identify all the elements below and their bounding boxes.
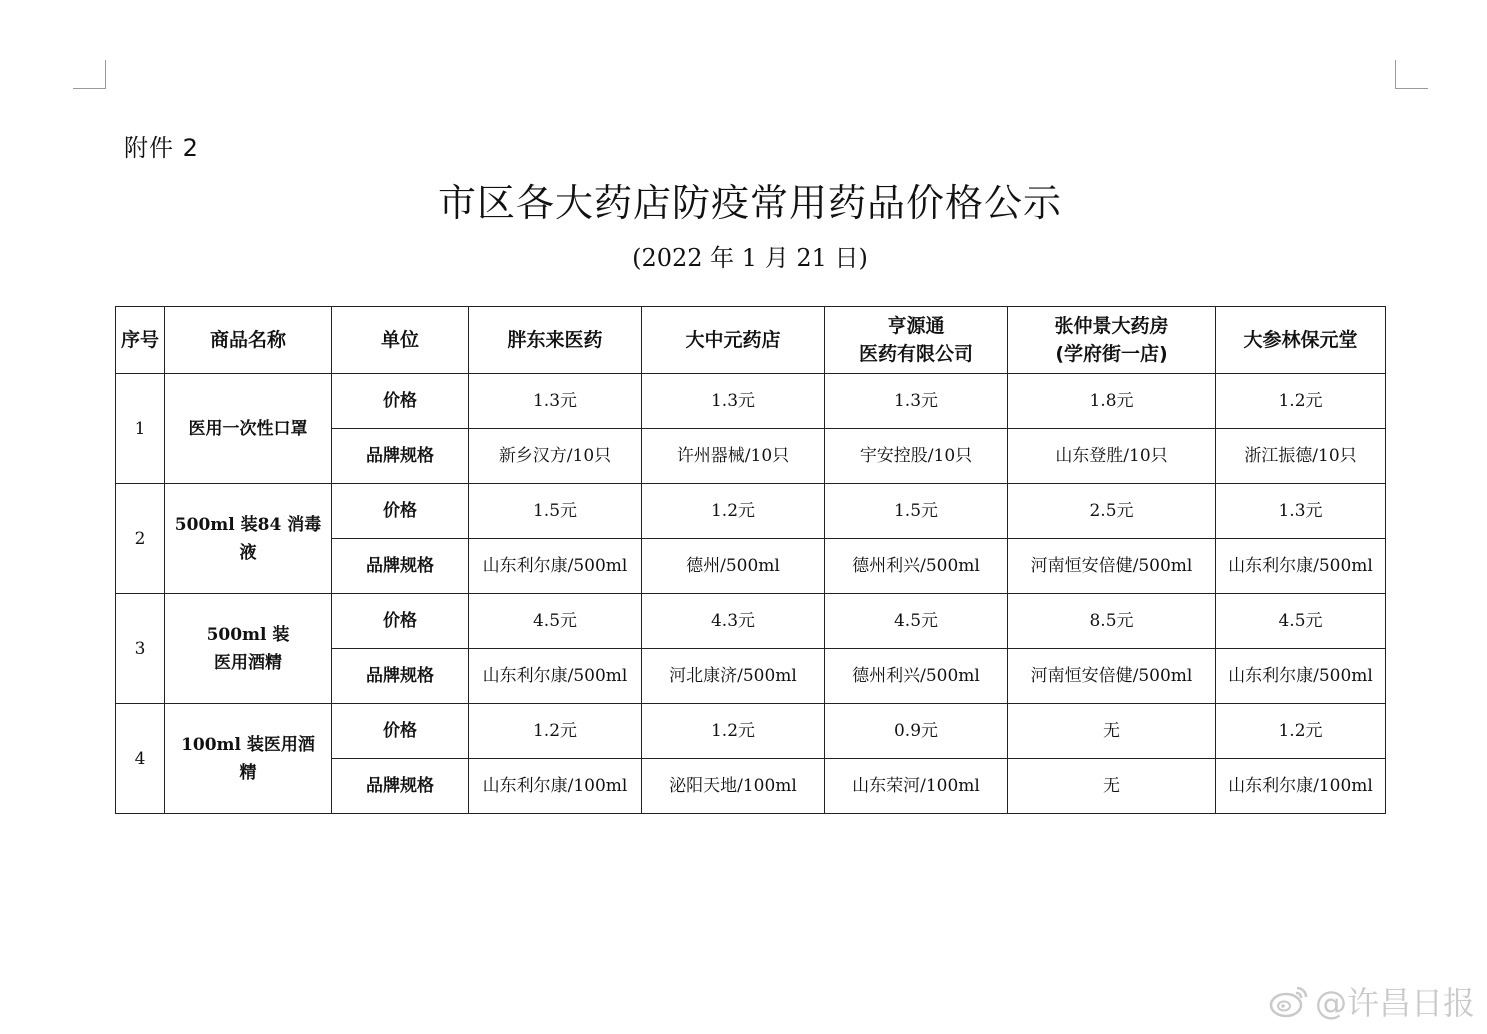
row-unit-brand-label: 品牌规格 [332,429,469,484]
row-unit-price-label: 价格 [332,374,469,429]
header-store: 大中元药店 [642,307,825,374]
brand-cell: 山东利尔康/500ml [1216,649,1386,704]
page-corner-mark-top-right [1395,60,1428,89]
brand-cell: 山东利尔康/500ml [469,539,642,594]
row-product-name: 500ml 装84 消毒 液 [165,484,332,594]
weibo-icon [1269,984,1309,1018]
row-seq: 2 [116,484,165,594]
header-store: 大参林保元堂 [1216,307,1386,374]
row-seq: 3 [116,594,165,704]
price-cell: 1.2元 [1216,704,1386,759]
price-cell: 1.5元 [469,484,642,539]
header-product: 商品名称 [165,307,332,374]
price-cell: 2.5元 [1008,484,1216,539]
price-cell: 1.3元 [642,374,825,429]
price-cell: 1.3元 [1216,484,1386,539]
price-cell: 4.5元 [1216,594,1386,649]
price-cell: 1.8元 [1008,374,1216,429]
price-cell: 1.5元 [825,484,1008,539]
document-title: 市区各大药店防疫常用药品价格公示 [437,181,1062,225]
header-seq: 序号 [116,307,165,374]
row-unit-brand-label: 品牌规格 [332,759,469,814]
header-store: 胖东来医药 [469,307,642,374]
price-cell: 无 [1008,704,1216,759]
brand-cell: 德州利兴/500ml [825,649,1008,704]
price-cell: 1.3元 [825,374,1008,429]
price-cell: 0.9元 [825,704,1008,759]
price-cell: 1.2元 [642,484,825,539]
price-cell: 4.5元 [469,594,642,649]
table-row-price [116,704,1386,759]
brand-cell: 山东利尔康/100ml [1216,759,1386,814]
row-seq: 4 [116,704,165,814]
brand-cell: 山东利尔康/500ml [1216,539,1386,594]
brand-cell: 德州/500ml [642,539,825,594]
price-cell: 1.2元 [1216,374,1386,429]
row-unit-brand-label: 品牌规格 [332,649,469,704]
row-unit-price-label: 价格 [332,704,469,759]
brand-cell: 河北康济/500ml [642,649,825,704]
brand-cell: 新乡汉方/10只 [469,429,642,484]
price-cell: 4.5元 [825,594,1008,649]
header-store: 张仲景大药房 (学府街一店) [1008,307,1216,374]
row-product-name: 医用一次性口罩 [165,374,332,484]
price-cell: 1.2元 [469,704,642,759]
brand-cell: 泌阳天地/100ml [642,759,825,814]
table-row-price [116,594,1386,649]
price-cell: 4.3元 [642,594,825,649]
table-row-price [116,484,1386,539]
brand-cell: 德州利兴/500ml [825,539,1008,594]
price-table [115,306,1386,814]
header-unit: 单位 [332,307,469,374]
document-date: (2022 年 1 月 21 日) [632,244,868,272]
brand-cell: 山东利尔康/500ml [469,649,642,704]
price-cell: 1.3元 [469,374,642,429]
brand-cell: 河南恒安倍健/500ml [1008,539,1216,594]
brand-cell: 山东荣河/100ml [825,759,1008,814]
brand-cell: 山东利尔康/100ml [469,759,642,814]
page-corner-mark-top-left [73,60,106,89]
table-row-price [116,374,1386,429]
brand-cell: 河南恒安倍健/500ml [1008,649,1216,704]
watermark [1269,978,1475,1024]
brand-cell: 无 [1008,759,1216,814]
row-seq: 1 [116,374,165,484]
row-unit-price-label: 价格 [332,484,469,539]
brand-cell: 许州器械/10只 [642,429,825,484]
price-cell: 8.5元 [1008,594,1216,649]
row-product-name: 500ml 装 医用酒精 [165,594,332,704]
row-unit-brand-label: 品牌规格 [332,539,469,594]
brand-cell: 宇安控股/10只 [825,429,1008,484]
brand-cell: 山东登胜/10只 [1008,429,1216,484]
brand-cell: 浙江振德/10只 [1216,429,1386,484]
price-cell: 1.2元 [642,704,825,759]
attachment-label: 附件 2 [124,134,199,162]
header-store: 亨源通 医药有限公司 [825,307,1008,374]
table-header-row [116,307,1386,374]
row-unit-price-label: 价格 [332,594,469,649]
watermark-text: @许昌日报 [1314,984,1475,1022]
row-product-name: 100ml 装医用酒 精 [165,704,332,814]
